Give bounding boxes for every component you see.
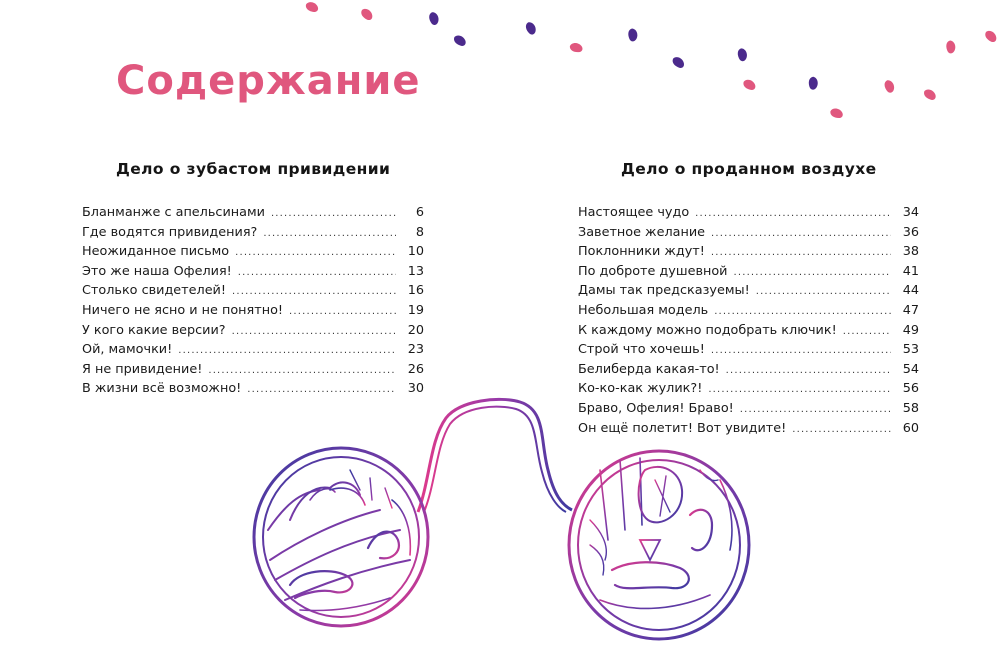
toc-entry-title: Ко-ко-как жулик?!: [578, 381, 703, 397]
toc-entry-page: 30: [407, 381, 424, 397]
toc-entry-title: Настоящее чудо: [578, 205, 690, 220]
toc-entry-page: 23: [407, 342, 424, 358]
toc-entry-page: 49: [902, 322, 919, 338]
toc-entry-page: 16: [407, 283, 424, 299]
toc-entry-title: Он ещё полетит! Вот увидите!: [578, 420, 787, 436]
left-lens-drawing: [254, 448, 428, 626]
toc-entry-page: 8: [415, 224, 424, 240]
toc-entry-page: 53: [902, 342, 919, 358]
toc-entry-title: У кого какие версии?: [82, 322, 226, 338]
toc-entry-page: 36: [902, 224, 919, 240]
section-title-ghost: Дело о зубастом привидении: [116, 160, 391, 178]
toc-entry-title: Столько свидетелей!: [82, 283, 227, 299]
right-lens-drawing: [569, 451, 749, 639]
section-title-air: Дело о проданном воздухе: [621, 160, 877, 178]
toc-entry-title: К каждому можно подобрать ключик!: [578, 322, 837, 338]
toc-entry-page: 56: [902, 381, 919, 397]
toc-entry-title: В жизни всё возможно!: [82, 381, 242, 397]
toc-entry-title: Строй что хочешь!: [578, 342, 705, 358]
toc-entry-title: Заветное желание: [578, 224, 706, 240]
toc-entry-page: 10: [407, 244, 424, 260]
toc-entry-page: 44: [902, 283, 919, 299]
toc-entry-title: Неожиданное письмо: [82, 244, 230, 260]
toc-entry-page: 20: [407, 322, 424, 338]
toc-entry-page: 6: [415, 205, 424, 220]
toc-entry-title: По доброте душевной: [578, 263, 728, 279]
toc-entry-title: Дамы так предсказуемы!: [578, 283, 750, 299]
toc-entry-title: Белиберда какая-то!: [578, 361, 720, 377]
toc-entry-page: 34: [902, 205, 919, 220]
toc-entry-page: 60: [902, 420, 919, 436]
toc-entry-page: 47: [902, 302, 919, 318]
toc-entry-page: 13: [407, 263, 424, 279]
toc-entry-page: 41: [902, 263, 919, 279]
toc-entry-page: 38: [902, 244, 919, 260]
toc-entry-title: Где водятся привидения?: [82, 224, 258, 240]
toc-entry-title: Небольшая модель: [578, 302, 709, 318]
toc-entry-title: Бланманже с апельсинами: [82, 205, 265, 220]
toc-entry-title: Ой, мамочки!: [82, 342, 173, 358]
toc-entry-page: 26: [407, 361, 424, 377]
toc-entry-page: 54: [902, 361, 919, 377]
page-title: Содержание: [116, 58, 421, 104]
toc-entry-title: Это же наша Офелия!: [82, 263, 232, 279]
toc-entry-title: Браво, Офелия! Браво!: [578, 400, 734, 416]
toc-entry-page: 19: [407, 302, 424, 318]
toc-entry-title: Ничего не ясно и не понятно!: [82, 302, 284, 318]
toc-entry-title: Я не привидение!: [82, 361, 203, 377]
toc-entry-page: 58: [902, 400, 919, 416]
toc-entry-title: Поклонники ждут!: [578, 244, 705, 260]
